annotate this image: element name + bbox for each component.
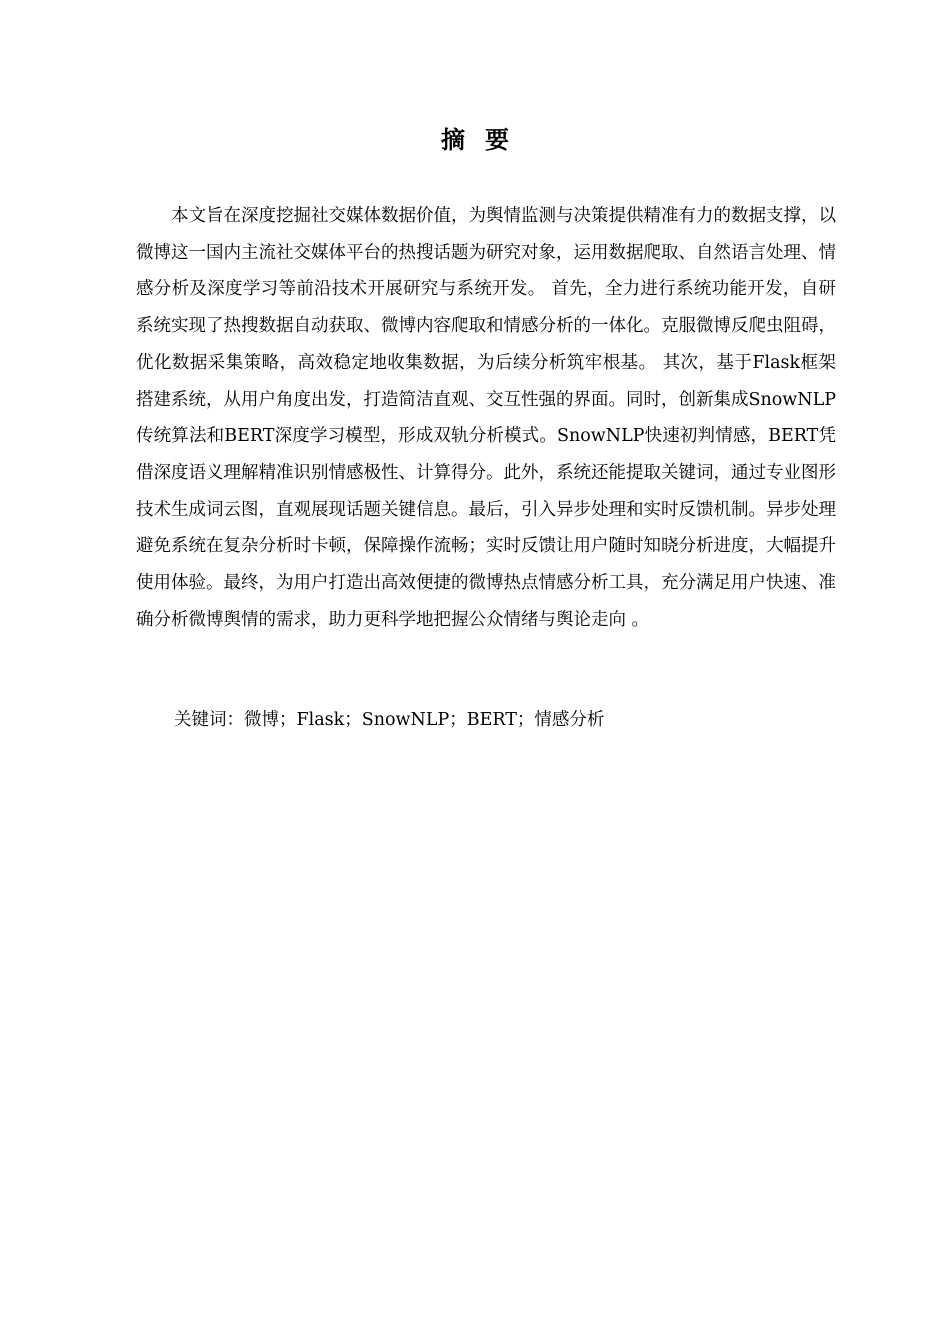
abstract-paragraph: 本文旨在深度挖掘社交媒体数据价值，为舆情监测与决策提供精准有力的数据支撑，以微博这一国内主流社交媒体平台的热搜话题为研究对象，运用数据爬取、自然语言处理、情感分析及深度学习等前沿技术开展研究与系统开发。 首先，全力进行系统功能开发，自研系统实现了热搜数据自动获取、微博内容爬取和情感分析的一体化。克服微博反爬虫阻碍，优化数据采集策略，高效稳定地收集数据，为后续分析筑牢根基。 其次，基于Flask框架搭建系统，从用户角度出发，打造简洁直观、交互性强的界面。同时，创新集成SnowNLP传统算法和BERT深度学习模型，形成双轨分析模式。SnowNLP快速初判情感，BERT凭借深度语义理解精准识别情感极性、计算得分。此外，系统还能提取关键词，通过专业图形技术生成词云图，直观展现话题关键信息。最后，引入异步处理和实时反馈机制。异步处理避免系统在复杂分析时卡顿，保障操作流畅；实时反馈让用户随时知晓分析进度，大幅提升使用体验。最终，为用户打造出高效便捷的微博热点情感分析工具，充分满足用户快速、准确分析微博舆情的需求，助力更科学地把握公众情绪与舆论走向 。 [136, 206, 836, 630]
keywords-line: 关键词：微博；Flask；SnowNLP；BERT；情感分析 [174, 710, 605, 730]
abstract-title: 摘要 [441, 125, 529, 154]
